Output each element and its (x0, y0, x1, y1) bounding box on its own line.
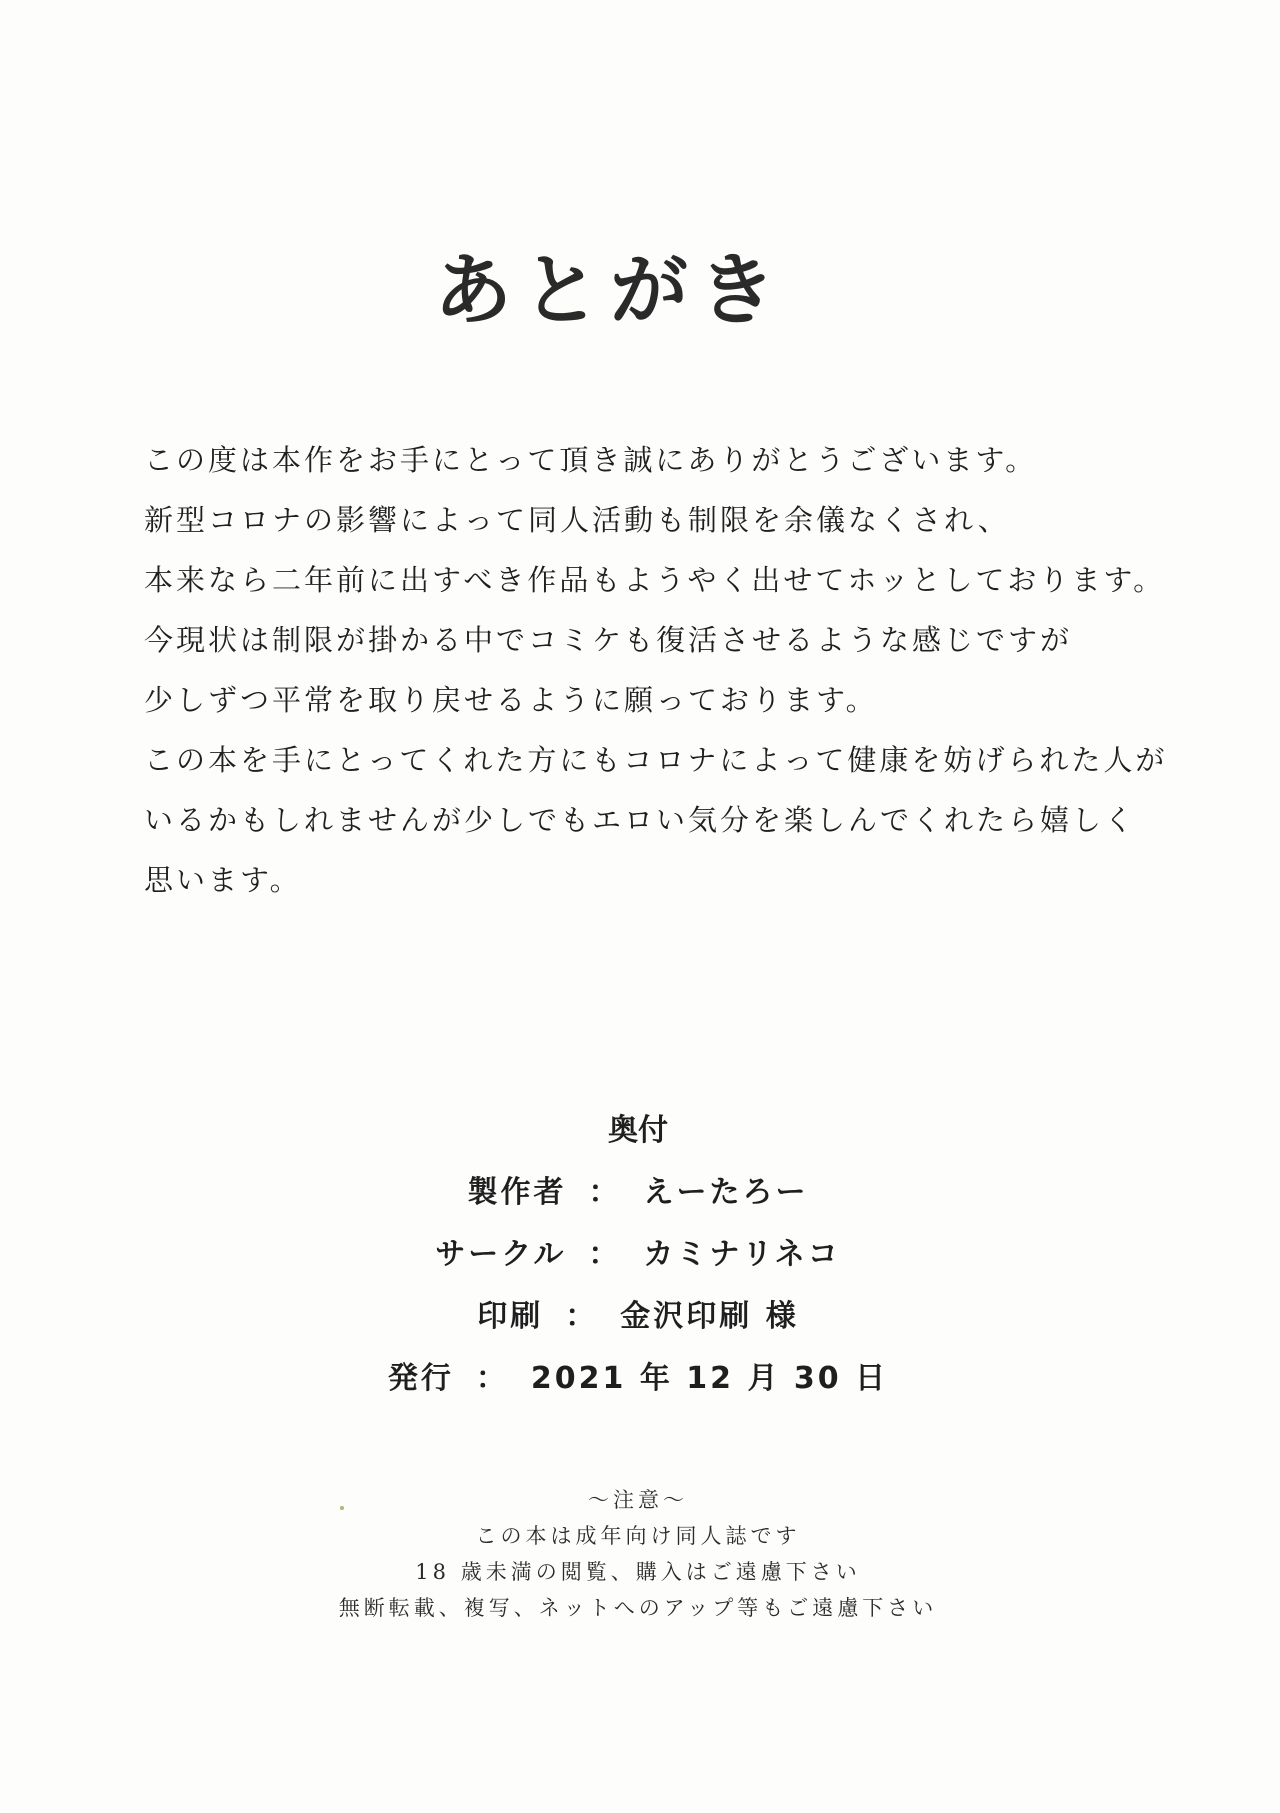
afterword-line: 本来なら二年前に出すべき作品もようやく出せてホッとしております。 (144, 563, 1166, 597)
notice-heading: 〜注意〜 (588, 1488, 688, 1512)
notice-line: この本は成年向け同人誌です (475, 1524, 801, 1548)
colophon-separator: ： (588, 1237, 622, 1272)
colophon-label: サークル (435, 1237, 567, 1272)
print-speck (340, 1506, 344, 1510)
colophon-label: 製作者 (467, 1175, 567, 1210)
afterword-line: 思います。 (144, 863, 302, 897)
colophon-row-circle (0, 1224, 1276, 1286)
page-title: あとがき (433, 245, 786, 336)
afterword-body (144, 430, 1184, 910)
afterword-line: いるかもしれませんが少しでもエロい気分を楽しんでくれたら嬉しく (144, 803, 1137, 837)
afterword-line: 少しずつ平常を取り戻せるように願っております。 (144, 683, 878, 717)
afterword-line: この本を手にとってくれた方にもコロナによって健康を妨げられた人が (144, 743, 1168, 777)
colophon-value: 2021 年 12 月 30 日 (530, 1361, 889, 1396)
afterword-line: 今現状は制限が掛かる中でコミケも復活させるような感じですが (144, 623, 1073, 657)
colophon-heading: 奥付 (608, 1113, 668, 1148)
colophon-label: 発行 (387, 1361, 454, 1396)
colophon-value: 金沢印刷 様 (620, 1299, 799, 1334)
colophon-row-printer (0, 1286, 1276, 1348)
colophon-value: カミナリネコ (643, 1237, 841, 1272)
colophon-separator: ： (475, 1361, 509, 1396)
colophon-row-publish-date (0, 1348, 1276, 1410)
notice-line: 18 歳未満の閲覧、購入はご遠慮下さい (415, 1560, 861, 1584)
afterword-line: 新型コロナの影響によって同人活動も制限を余儀なくされ、 (144, 503, 1010, 537)
colophon-label: 印刷 (477, 1299, 544, 1334)
colophon (0, 1100, 1276, 1410)
colophon-row-author (0, 1162, 1276, 1224)
afterword-line: この度は本作をお手にとって頂き誠にありがとうございます。 (144, 443, 1038, 477)
colophon-separator: ： (565, 1299, 599, 1334)
notice (0, 1482, 1276, 1626)
colophon-value: えーたろー (643, 1175, 809, 1210)
notice-line: 無断転載、複写、ネットへのアップ等もご遠慮下さい (338, 1596, 938, 1620)
colophon-separator: ： (588, 1175, 622, 1210)
